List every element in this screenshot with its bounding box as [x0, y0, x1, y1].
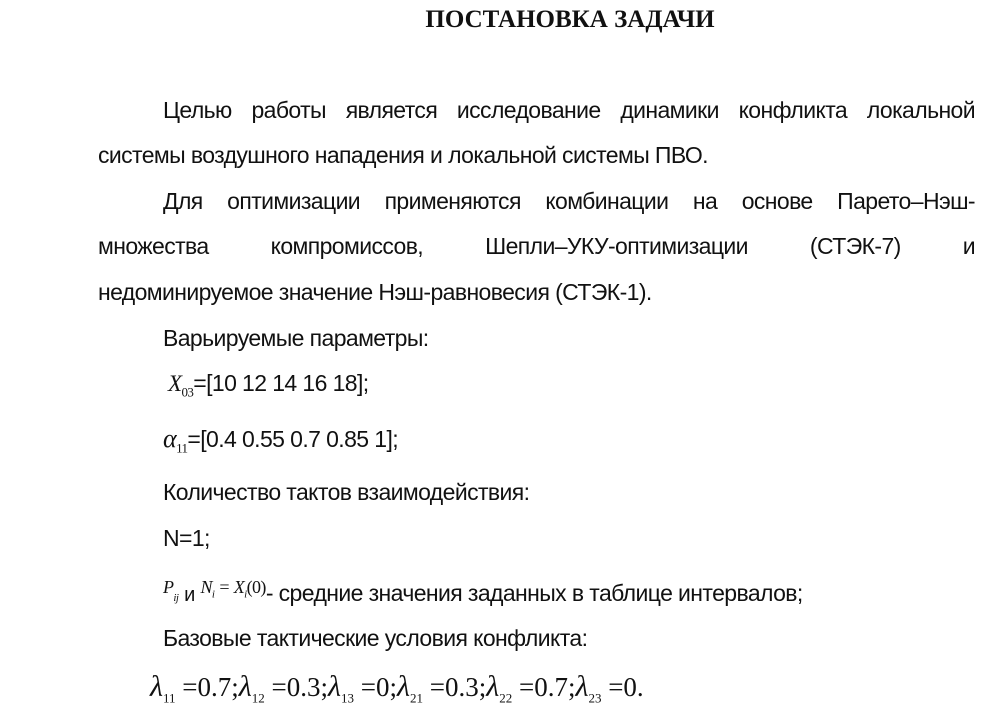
lambda-subscript: 22 [499, 690, 513, 706]
paragraph-1-line-1: Целью работы является исследование динамики конфликта локальной [163, 97, 975, 123]
page-title: ПОСТАНОВКА ЗАДАЧИ [425, 6, 715, 33]
x03-value: =[10 12 14 16 18]; [193, 370, 369, 396]
alpha-subscript: 11 [176, 440, 188, 456]
p-symbol: P [163, 577, 174, 597]
lambda-term [238, 670, 328, 706]
and-word: и [184, 584, 195, 606]
lambda-term [396, 670, 487, 706]
lambda-subscript: 12 [251, 690, 265, 706]
argument: (0) [246, 577, 266, 597]
lambda-term [328, 670, 397, 706]
alpha-symbol: α [163, 424, 177, 453]
lambda-term [150, 670, 239, 706]
paragraph-1-line-2: системы воздушного нападения и локальной системы ПВО. [98, 142, 708, 168]
lambda-value: =0.7; [512, 672, 576, 702]
n-symbol: N [200, 577, 212, 597]
lambda-value: =0; [354, 672, 397, 702]
x-symbol: X [168, 371, 182, 396]
lambda-symbol: λ [328, 670, 341, 703]
p-subscript: ij [173, 591, 179, 604]
lambda-value: =0.3; [422, 672, 487, 702]
x-subscript: 03 [181, 384, 194, 400]
lambda-subscript: 23 [588, 690, 602, 706]
lambda-value: =0. [601, 672, 644, 702]
paragraph-2-line-3: недоминируемое значение Нэш-равновесия (СТЭК-1). [98, 279, 652, 305]
lambda-symbol: λ [238, 670, 252, 703]
lambda-value: =0.7; [175, 672, 239, 702]
equals: = [214, 577, 234, 597]
lambda-symbol: λ [396, 670, 410, 703]
paragraph-2-line-1: Для оптимизации применяются комбинации на основе Парето–Нэш- [163, 188, 975, 214]
pn-description: - средние значения заданных в таблице интервалов; [265, 580, 803, 606]
lambda-formula [150, 670, 644, 706]
lambda-value: =0.3; [264, 672, 328, 702]
lambda-subscript: 13 [341, 690, 354, 706]
lambda-symbol: λ [575, 670, 589, 703]
lambda-symbol: λ [486, 670, 500, 703]
lambda-symbol: λ [150, 670, 163, 703]
pn-line [163, 577, 803, 610]
x03-formula [168, 370, 369, 401]
x-subscript: i [244, 588, 247, 601]
x-symbol: X [233, 577, 245, 597]
alpha11-value: =[0.4 0.55 0.7 0.85 1]; [187, 426, 399, 452]
lambda-term [486, 670, 576, 706]
lambda-subscript: 11 [163, 690, 176, 706]
base-conditions-label: Базовые тактические условия конфликта: [163, 625, 588, 651]
alpha11-formula [163, 424, 398, 457]
lambda-subscript: 21 [409, 690, 423, 706]
lambda-term [575, 670, 644, 706]
n-formula [200, 577, 266, 601]
n-value: N=1; [163, 525, 210, 551]
steps-label: Количество тактов взаимодействия: [163, 479, 530, 505]
n-subscript: i [211, 588, 215, 601]
paragraph-2-line-2: множества компромиссов, Шепли–УКУ-оптимизации (СТЭК-7) и [98, 233, 975, 259]
varied-parameters-label: Варьируемые параметры: [163, 325, 429, 351]
